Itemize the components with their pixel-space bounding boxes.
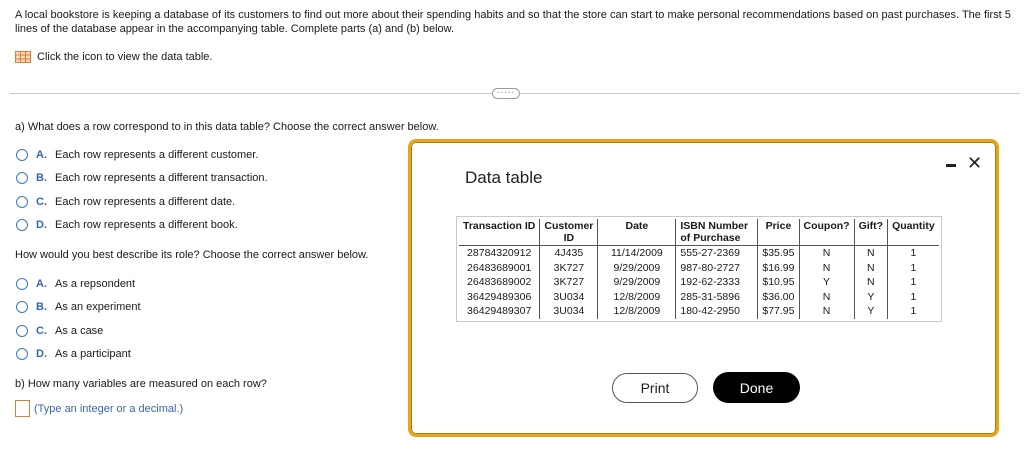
option-text: Each row represents a different book. [55, 219, 238, 231]
table-cell: N [799, 261, 854, 276]
table-row [459, 304, 939, 319]
table-cell: Y [854, 290, 888, 305]
expand-more-button[interactable]: ····· [492, 88, 520, 99]
table-cell: 12/8/2009 [598, 290, 676, 305]
option-text: Each row represents a different date. [55, 196, 236, 208]
role-option-a[interactable] [16, 278, 135, 290]
radio-button[interactable] [16, 348, 28, 360]
table-cell: 3U034 [540, 304, 598, 319]
table-header-row [459, 219, 939, 246]
table-cell: $36.00 [758, 290, 799, 305]
option-letter: A. [36, 149, 47, 161]
table-cell: 12/8/2009 [598, 304, 676, 319]
option-letter: B. [36, 301, 47, 313]
table-cell: 1 [910, 247, 917, 259]
table-row [459, 261, 939, 276]
column-header: Gift? [854, 219, 888, 246]
column-header: ISBN Number of Purchase [676, 219, 758, 246]
problem-intro: A local bookstore is keeping a database of its customers to find out more about their spending habits and so that the store can start to make personal recommendations based on past purchases. The first 5 lines of the database appear in the accompanying table. Complete parts (a) and (b) below. [15, 9, 1011, 35]
table-cell: 3U034 [540, 290, 598, 305]
option-letter: B. [36, 172, 47, 184]
table-cell: 180-42-2950 [676, 304, 758, 319]
table-cell: 11/14/2009 [598, 246, 676, 261]
option-letter: C. [36, 325, 47, 337]
table-cell: 1 [910, 276, 917, 288]
done-button[interactable]: Done [713, 372, 800, 403]
table-cell: $16.99 [758, 261, 799, 276]
column-header: Date [598, 219, 676, 246]
answer-hint: (Type an integer or a decimal.) [34, 403, 184, 415]
data-table [459, 219, 939, 319]
radio-button[interactable] [16, 196, 28, 208]
table-cell: 9/29/2009 [598, 275, 676, 290]
table-cell: $77.95 [758, 304, 799, 319]
column-header: Customer ID [540, 219, 598, 246]
table-cell: Y [799, 275, 854, 290]
column-header: Coupon? [799, 219, 854, 246]
option-text: As an experiment [55, 301, 141, 313]
close-icon[interactable]: ✕ [967, 153, 983, 173]
data-table-dialog [408, 139, 999, 437]
table-cell: 9/29/2009 [598, 261, 676, 276]
table-row [459, 246, 939, 261]
answer-input[interactable] [15, 400, 30, 417]
option-letter: D. [36, 348, 47, 360]
part-b-question: b) How many variables are measured on each row? [15, 378, 267, 390]
table-cell: 4J435 [540, 246, 598, 261]
option-text: Each row represents a different customer. [55, 149, 259, 161]
role-option-d[interactable] [16, 348, 131, 360]
data-table-container [456, 216, 942, 322]
radio-button[interactable] [16, 278, 28, 290]
table-cell: 36429489307 [459, 304, 540, 319]
option-a-customer[interactable] [16, 149, 258, 161]
radio-button[interactable] [16, 172, 28, 184]
view-data-table-link[interactable] [15, 51, 212, 63]
table-cell: 1 [910, 290, 917, 303]
table-cell: 36429489306 [459, 290, 540, 305]
table-grid-icon[interactable] [15, 51, 31, 63]
table-cell: N [799, 304, 854, 319]
option-text: Each row represents a different transaction. [55, 172, 268, 184]
print-button[interactable]: Print [612, 373, 698, 403]
column-header: Quantity [888, 219, 939, 246]
radio-button[interactable] [16, 219, 28, 231]
table-cell: 192-62-2333 [676, 275, 758, 290]
table-cell: 26483689001 [459, 261, 540, 276]
table-cell: N [854, 261, 888, 276]
table-cell: $10.95 [758, 275, 799, 290]
table-cell: 3K727 [540, 275, 598, 290]
table-row [459, 290, 939, 305]
table-cell: 987-80-2727 [676, 261, 758, 276]
table-cell: 1 [910, 305, 917, 317]
table-cell: 28784320912 [459, 246, 540, 261]
role-question: How would you best describe its role? Choose the correct answer below. [15, 249, 369, 261]
table-cell: N [799, 246, 854, 261]
option-letter: D. [36, 219, 47, 231]
table-cell: N [799, 290, 854, 305]
table-cell: Y [854, 304, 888, 319]
table-cell: N [854, 275, 888, 290]
role-option-b[interactable] [16, 301, 141, 313]
table-cell: 285-31-5896 [676, 290, 758, 305]
column-header: Price [758, 219, 799, 246]
option-d-book[interactable] [16, 219, 238, 231]
table-row [459, 275, 939, 290]
option-text: As a case [55, 325, 104, 337]
part-a-question: a) What does a row correspond to in this data table? Choose the correct answer below. [15, 121, 439, 133]
table-cell: 1 [910, 261, 917, 274]
table-cell: 3K727 [540, 261, 598, 276]
table-cell: N [854, 246, 888, 261]
view-data-table-label[interactable]: Click the icon to view the data table. [37, 51, 213, 63]
radio-button[interactable] [16, 325, 28, 337]
option-letter: A. [36, 278, 47, 290]
table-cell: 26483689002 [459, 275, 540, 290]
role-option-c[interactable] [16, 325, 103, 337]
option-c-date[interactable] [16, 196, 235, 208]
radio-button[interactable] [16, 149, 28, 161]
option-text: As a participant [55, 348, 131, 360]
option-letter: C. [36, 196, 47, 208]
dialog-title: Data table [465, 168, 543, 187]
option-text: As a repsondent [55, 278, 136, 290]
table-cell: 555-27-2369 [676, 246, 758, 261]
radio-button[interactable] [16, 301, 28, 313]
minimize-icon[interactable] [946, 164, 956, 167]
column-header: Transaction ID [459, 219, 540, 246]
table-cell: $35.95 [758, 246, 799, 261]
option-b-transaction[interactable] [16, 172, 268, 184]
